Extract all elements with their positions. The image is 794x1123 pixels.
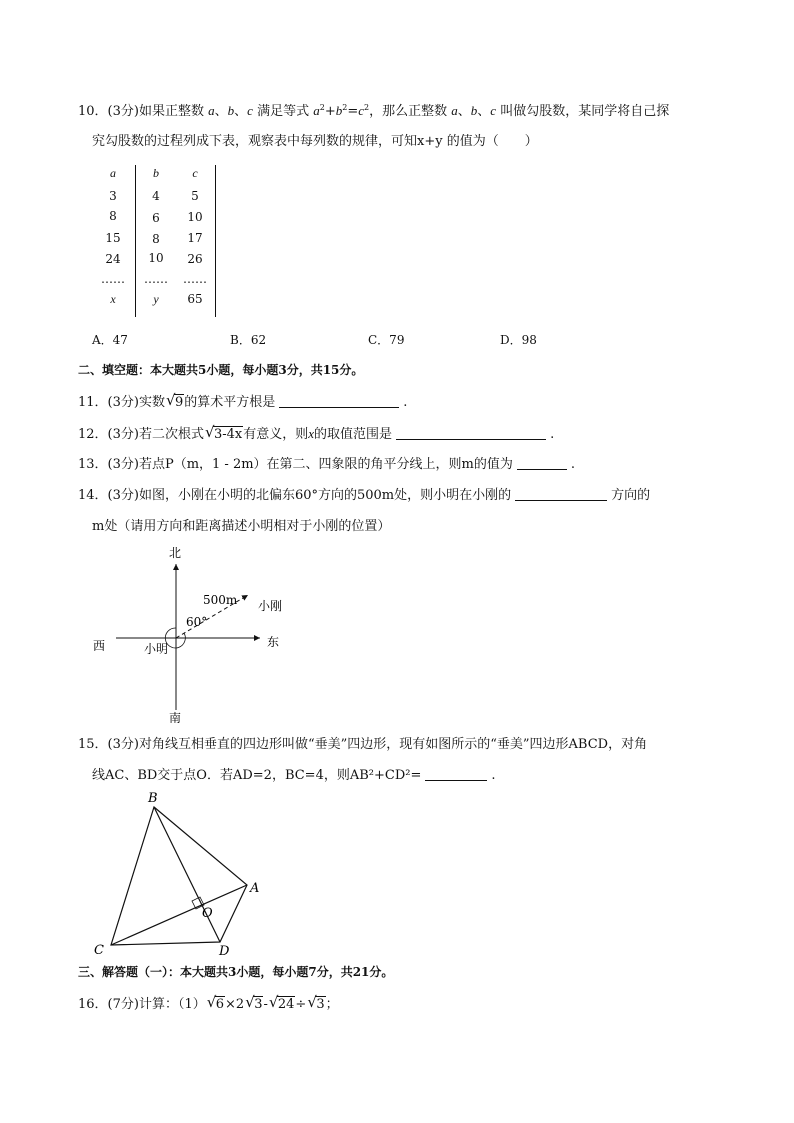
var-x: x: [308, 426, 315, 441]
var-a: a: [208, 103, 215, 118]
sep: 、: [477, 104, 491, 119]
label-south: 南: [169, 711, 182, 725]
q10-text: 满足等式: [257, 104, 310, 119]
label-north: 北: [169, 546, 182, 560]
radicand: 3-4x: [213, 427, 243, 442]
q14-line1: [78, 488, 650, 504]
answer-blank[interactable]: [396, 427, 546, 440]
table-cell: ……: [101, 272, 125, 286]
label-d: D: [219, 944, 230, 959]
q14-text: 方向的: [611, 488, 651, 503]
option-d: D．98: [500, 333, 537, 347]
sep: 、: [234, 104, 248, 119]
section-heading-solutions: 三、解答题（一）：本大题共3小题，每小题7分，共21分。: [78, 965, 394, 979]
option-a: A．47: [92, 333, 128, 347]
option-b: B．62: [230, 333, 267, 347]
quadrilateral-figure: [88, 788, 278, 960]
q16-text: 16．(7分)计算：（1）: [78, 997, 206, 1012]
table-header-c: c: [192, 166, 198, 180]
label-distance: 500m: [203, 593, 238, 607]
q10-text: 10．(3分)如果正整数: [78, 104, 204, 119]
q10-line2: 究勾股数的过程列成下表，观察表中每列数的规律，可知x+y 的值为（ ）: [92, 134, 538, 149]
quadrilateral-abcd: [111, 807, 247, 945]
period: .: [570, 457, 576, 472]
compass-figure: [88, 540, 308, 725]
table-cell: 3: [109, 189, 117, 203]
sq: 2: [319, 103, 325, 112]
q16: [78, 993, 339, 1013]
table-cell: 10: [187, 210, 203, 224]
answer-blank[interactable]: [279, 395, 399, 408]
label-o: O: [202, 906, 213, 921]
operator: -: [263, 997, 268, 1012]
label-angle: 60°: [186, 615, 208, 629]
sqrt-radical: √ 9: [165, 391, 184, 410]
q15-text: 线AC、BD交于点O．若AD=2，BC=4，则AB²+CD²=: [92, 768, 422, 783]
table-cell: ……: [144, 272, 168, 286]
radicand: 6: [215, 997, 225, 1012]
sqrt-radical: √ 3: [307, 993, 325, 1012]
sqrt-radical: √ 24: [268, 993, 295, 1012]
operator: ×2: [225, 997, 245, 1012]
label-west: 西: [93, 639, 106, 653]
var-c: c: [490, 103, 497, 118]
q10-line1: [78, 103, 669, 120]
label-east: 东: [267, 635, 280, 649]
q13: [78, 457, 575, 473]
table-cell: ……: [183, 272, 207, 286]
q14-line2: m处（请用方向和距离描述小明相对于小刚的位置）: [92, 519, 391, 534]
radicand: 3: [316, 997, 325, 1012]
answer-blank[interactable]: [515, 488, 607, 501]
label-b: B: [148, 791, 158, 806]
table-cell: 8: [109, 209, 117, 223]
table-cell: 65: [187, 292, 203, 306]
sqrt-radical: √ 6: [206, 993, 225, 1012]
period: .: [491, 768, 496, 783]
eq-b: b: [335, 103, 343, 118]
table-cell: y: [153, 292, 159, 306]
table-header-a: a: [110, 166, 116, 180]
eq-c: c: [358, 103, 364, 118]
table-divider: [215, 165, 216, 317]
var-b: b: [470, 103, 478, 118]
table-divider: [135, 165, 136, 317]
pythagorean-table: [95, 160, 225, 318]
sq: 2: [342, 103, 348, 112]
q12-text: 有意义，则: [243, 427, 309, 442]
table-cell: x: [110, 292, 116, 306]
section-heading-fill-in: 二、填空题：本大题共5小题，每小题3分，共15分。: [78, 363, 364, 377]
table-cell: 10: [148, 251, 164, 265]
q11: [78, 391, 408, 411]
eq-eq: =: [347, 104, 359, 119]
var-a: a: [451, 103, 458, 118]
sep: 、: [457, 104, 471, 119]
q14-text: 14．(3分)如图，小刚在小明的北偏东60°方向的500m处，则小明在小刚的: [78, 488, 512, 503]
label-xiaogang: 小刚: [258, 599, 283, 613]
table-cell: 24: [105, 252, 121, 266]
table-header-b: b: [153, 166, 159, 180]
sq: 2: [364, 103, 370, 112]
sqrt-radical: √ 3: [245, 993, 263, 1012]
answer-blank[interactable]: [517, 457, 567, 470]
radicand: 24: [277, 997, 295, 1012]
sqrt-radical: √ 3-4x: [204, 423, 243, 442]
var-b: b: [227, 103, 235, 118]
eq-a: a: [313, 103, 320, 118]
label-xiaoming: 小明: [144, 642, 169, 656]
label-a: A: [250, 881, 260, 896]
eq-plus: +: [324, 104, 336, 119]
period: .: [403, 395, 408, 410]
q12-text: 的取值范围是: [314, 427, 393, 442]
table-cell: 15: [105, 231, 121, 245]
q10-text: ，那么正整数: [369, 104, 448, 119]
q15-line1: 15．(3分)对角线互相垂直的四边形叫做“垂美”四边形，现有如图所示的“垂美”四边形ABCD，对角: [78, 737, 648, 752]
q15-line2: [92, 768, 496, 784]
q12: [78, 423, 555, 443]
q10-text: 叫做勾股数，某同学将自己探: [500, 104, 670, 119]
period: .: [550, 427, 555, 442]
diagonal-ac: [111, 885, 247, 945]
q11-text: 的算术平方根是: [184, 395, 276, 410]
table-cell: 5: [191, 189, 199, 203]
radicand: 9: [174, 395, 184, 410]
option-c: C．79: [368, 333, 405, 347]
table-cell: 17: [187, 231, 203, 245]
table-cell: 4: [152, 189, 160, 203]
label-c: C: [94, 943, 104, 958]
table-cell: 26: [187, 252, 203, 266]
q12-text: 12．(3分)若二次根式: [78, 427, 204, 442]
radicand: 3: [254, 997, 263, 1012]
semicolon: ；: [325, 997, 339, 1012]
var-c: c: [247, 103, 253, 118]
table-cell: 6: [152, 211, 160, 225]
q11-text: 11．(3分)实数: [78, 395, 165, 410]
sep: 、: [214, 104, 228, 119]
q13-text: 13．(3分)若点P（m，1 - 2m）在第二、四象限的角平分线上，则m的值为: [78, 457, 513, 472]
operator: ÷: [295, 997, 307, 1012]
table-cell: 8: [152, 232, 160, 246]
answer-blank[interactable]: [425, 768, 487, 781]
